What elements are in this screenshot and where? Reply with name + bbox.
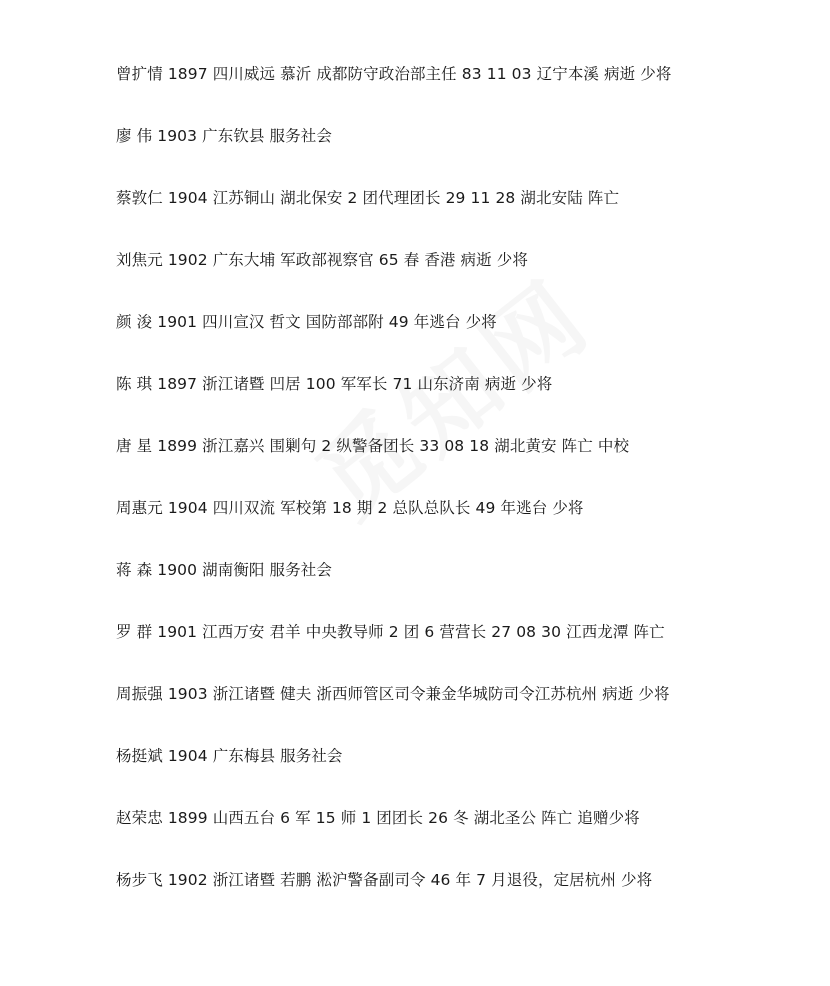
record-line: 蔡敦仁 1904 江苏铜山 湖北保安 2 团代理团长 29 11 28 湖北安陆 阵亡 [116, 189, 620, 207]
record-line: 唐 星 1899 浙江嘉兴 围剿句 2 纵警备团长 33 08 18 湖北黄安 阵亡 中校 [116, 437, 630, 455]
record-line: 颜 浚 1901 四川宣汉 哲文 国防部部附 49 年逃台 少将 [116, 313, 497, 331]
record-line: 杨步飞 1902 浙江诸暨 若鹏 淞沪警备副司令 46 年 7 月退役，定居杭州 少将 [116, 871, 653, 889]
record-line: 廖 伟 1903 广东钦县 服务社会 [116, 127, 332, 145]
record-line: 刘焦元 1902 广东大埔 军政部视察官 65 春 香港 病逝 少将 [116, 251, 528, 269]
record-line: 赵荣忠 1899 山西五台 6 军 15 师 1 团团长 26 冬 湖北圣公 阵亡 追赠少将 [116, 809, 640, 827]
record-line: 杨挺斌 1904 广东梅县 服务社会 [116, 747, 343, 765]
record-list [116, 62, 806, 930]
record-line: 周振强 1903 浙江诸暨 健夫 浙西师管区司令兼金华城防司令江苏杭州 病逝 少将 [116, 685, 670, 703]
record-line: 曾扩情 1897 四川威远 慕沂 成都防守政治部主任 83 11 03 辽宁本溪 病逝 少将 [116, 65, 672, 83]
record-line: 陈 琪 1897 浙江诸暨 凹居 100 军军长 71 山东济南 病逝 少将 [116, 375, 553, 393]
record-line: 周惠元 1904 四川双流 军校第 18 期 2 总队总队长 49 年逃台 少将 [116, 499, 584, 517]
record-line: 罗 群 1901 江西万安 君羊 中央教导师 2 团 6 营营长 27 08 30 江西龙潭 阵亡 [116, 623, 665, 641]
record-line: 蒋 森 1900 湖南衡阳 服务社会 [116, 561, 332, 579]
